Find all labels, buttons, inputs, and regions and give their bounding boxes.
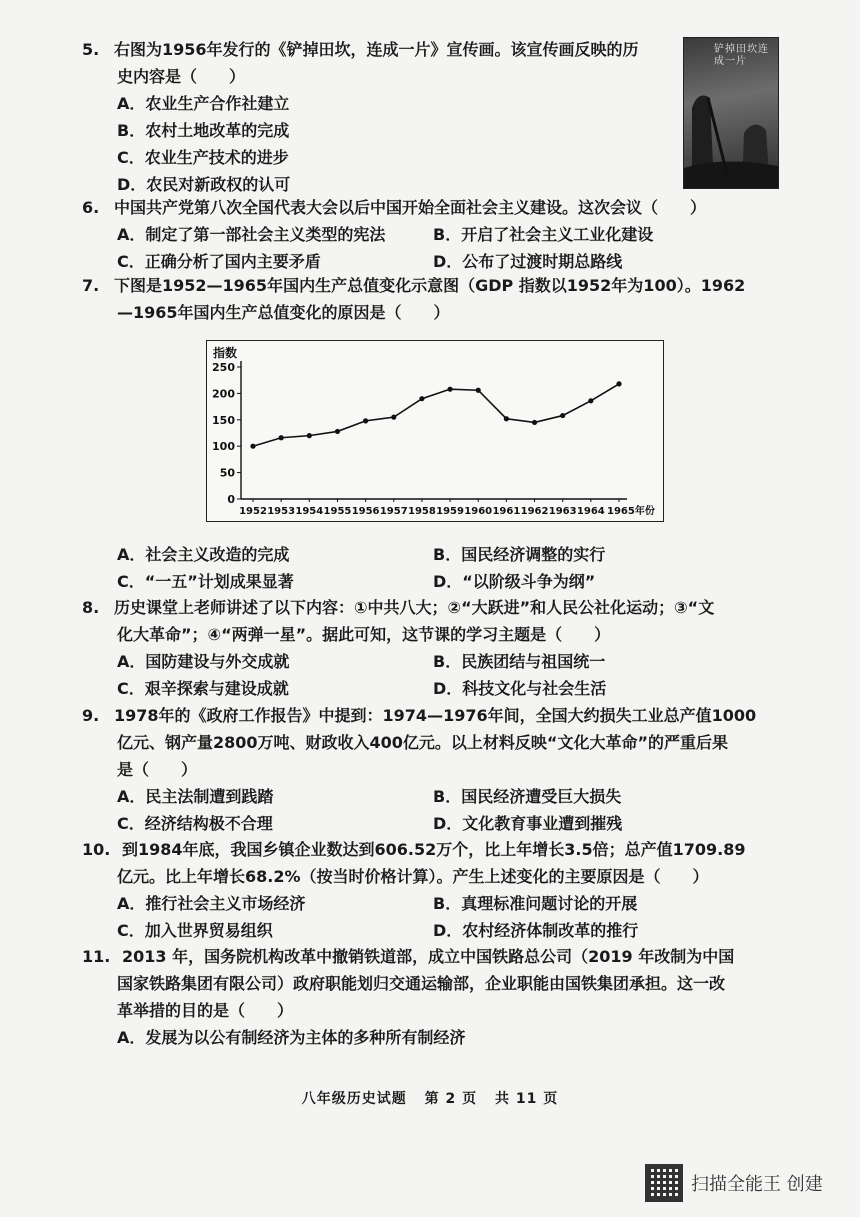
question-stem-line: 国家铁路集团有限公司）政府职能划归交通运输部，企业职能由国铁集团承担。这一改 xyxy=(117,974,726,993)
question-stem-line: 1978年的《政府工作报告》中提到：1974—1976年间，全国大约损失工业总产值1000 xyxy=(114,706,757,725)
question-11 xyxy=(82,943,782,1051)
question-9 xyxy=(82,702,782,837)
data-point xyxy=(588,398,593,403)
footer-page: 第 2 页 xyxy=(424,1091,478,1107)
option-b: B．开启了社会主义工业化建设 xyxy=(433,225,654,244)
question-stem-line: 是（ ） xyxy=(117,760,198,779)
data-point xyxy=(560,413,565,418)
y-tick-label: 200 xyxy=(212,387,235,401)
scanner-watermark xyxy=(645,1164,823,1202)
question-number: 5. xyxy=(82,40,100,59)
option-b: B．农村土地改革的完成 xyxy=(117,121,290,140)
data-point xyxy=(250,444,255,449)
question-6 xyxy=(82,194,782,275)
question-number: 9. xyxy=(82,706,100,725)
question-number: 8. xyxy=(82,598,100,617)
question-stem-line: 中国共产党第八次全国代表大会以后中国开始全面社会主义建设。这次会议（ ） xyxy=(114,198,707,217)
x-tick-label: 1957 xyxy=(379,506,408,517)
poster-title: 铲掉田坎连成一片 xyxy=(714,44,769,67)
poster-figures xyxy=(684,38,778,188)
x-tick-label: 1964 xyxy=(576,506,605,517)
question-stem-line: 历史课堂上老师讲述了以下内容：①中共八大；②“大跃进”和人民公社化运动；③“文 xyxy=(114,598,715,617)
footer-total: 共 11 页 xyxy=(495,1091,559,1107)
x-tick-label: 1962 xyxy=(520,506,549,517)
y-tick-label: 50 xyxy=(219,466,235,480)
data-point xyxy=(504,416,509,421)
option-b: B．真理标准问题讨论的开展 xyxy=(433,894,638,913)
chart-svg xyxy=(207,341,663,521)
question-stem-line: 2013 年，国务院机构改革中撤销铁道部，成立中国铁路总公司（2019 年改制为中国 xyxy=(122,947,735,966)
option-a: A．农业生产合作社建立 xyxy=(117,94,290,113)
y-tick-label: 0 xyxy=(227,493,235,506)
question-stem-line: 右图为1956年发行的《铲掉田坎，连成一片》宣传画。该宣传画反映的历 xyxy=(114,40,639,59)
data-point xyxy=(616,381,621,386)
question-stem-line: —1965年国内生产总值变化的原因是（ ） xyxy=(117,303,450,322)
option-d: D．公布了过渡时期总路线 xyxy=(433,252,623,271)
data-point xyxy=(447,387,452,392)
option-a: A．推行社会主义市场经济 xyxy=(117,894,306,913)
data-point xyxy=(532,420,537,425)
x-tick-label: 1956 xyxy=(351,506,380,517)
option-d: D．文化教育事业遭到摧残 xyxy=(433,814,623,833)
option-c: C．农业生产技术的进步 xyxy=(117,148,289,167)
question-number: 10. xyxy=(82,840,111,859)
x-tick-label: 1952 xyxy=(239,506,267,517)
x-tick-label: 1959 xyxy=(436,506,464,517)
option-b: B．国民经济遭受巨大损失 xyxy=(433,787,622,806)
option-b: B．民族团结与祖国统一 xyxy=(433,652,606,671)
page-footer xyxy=(0,1088,860,1108)
data-point xyxy=(391,415,396,420)
question-number: 11. xyxy=(82,947,111,966)
data-point xyxy=(476,388,481,393)
data-point xyxy=(307,433,312,438)
data-point xyxy=(419,396,424,401)
question-stem-line: 亿元、钢产量2800万吨、财政收入400亿元。以上材料反映“文化大革命”的严重后果 xyxy=(117,733,728,752)
x-tick-label: 1961 xyxy=(492,506,521,517)
option-a: A．社会主义改造的完成 xyxy=(117,545,290,564)
question-number: 7. xyxy=(82,276,100,295)
question-10 xyxy=(82,836,782,944)
question-7 xyxy=(82,272,782,326)
option-a: A．制定了第一部社会主义类型的宪法 xyxy=(117,225,386,244)
question-stem-line: 革举措的目的是（ ） xyxy=(117,1001,294,1020)
option-c: C．正确分析了国内主要矛盾 xyxy=(117,252,321,271)
question-5 xyxy=(82,36,782,198)
y-tick-label: 150 xyxy=(212,413,235,427)
question-stem-line: 化大革命”；④“两弹一星”。据此可知，这节课的学习主题是（ ） xyxy=(117,625,611,644)
option-b: B．国民经济调整的实行 xyxy=(433,545,606,564)
y-axis-label: 指数 xyxy=(213,346,238,360)
option-d: D．农村经济体制改革的推行 xyxy=(433,921,639,940)
question-stem-line: 到1984年底，我国乡镇企业数达到606.52万个，比上年增长3.5倍；总产值1709.89 xyxy=(122,840,746,859)
option-a: A．国防建设与外交成就 xyxy=(117,652,290,671)
x-tick-label: 1953 xyxy=(267,506,296,517)
y-tick-label: 100 xyxy=(212,440,235,454)
x-tick-label: 1963 xyxy=(548,506,577,517)
question-8 xyxy=(82,594,782,702)
question-stem-line: 亿元。比上年增长68.2%（按当时价格计算）。产生上述变化的主要原因是（ ） xyxy=(117,867,709,886)
x-tick-label: 1958 xyxy=(408,506,436,517)
option-d: D．农民对新政权的认可 xyxy=(117,175,291,194)
x-tick-label: 1954 xyxy=(295,506,324,517)
footer-subject: 八年级历史试题 xyxy=(301,1091,407,1107)
x-tick-label: 1965年份 xyxy=(607,506,655,517)
option-a: A．发展为以公有制经济为主体的多种所有制经济 xyxy=(117,1028,466,1047)
x-tick-label: 1960 xyxy=(464,506,493,517)
watermark-text: 扫描全能王 创建 xyxy=(691,1174,823,1195)
data-point xyxy=(335,429,340,434)
option-c: C．艰辛探索与建设成就 xyxy=(117,679,289,698)
data-point xyxy=(279,435,284,440)
question-number: 6. xyxy=(82,198,100,217)
option-d: D．“以阶级斗争为纲” xyxy=(433,572,596,591)
propaganda-poster-image xyxy=(683,37,779,189)
qr-code-icon xyxy=(645,1164,683,1202)
option-a: A．民主法制遭到践踏 xyxy=(117,787,274,806)
question-stem-line: 下图是1952—1965年国内生产总值变化示意图（GDP 指数以1952年为100）。1962 xyxy=(114,276,746,295)
option-d: D．科技文化与社会生活 xyxy=(433,679,607,698)
option-c: C．加入世界贸易组织 xyxy=(117,921,273,940)
question-7-options xyxy=(82,541,782,595)
gdp-line-chart xyxy=(206,340,664,522)
x-tick-label: 1955 xyxy=(323,506,352,517)
option-c: C．经济结构极不合理 xyxy=(117,814,273,833)
question-stem-line: 史内容是（ ） xyxy=(117,67,246,86)
data-point xyxy=(363,418,368,423)
option-c: C．“一五”计划成果显著 xyxy=(117,572,294,591)
y-tick-label: 250 xyxy=(212,361,235,374)
